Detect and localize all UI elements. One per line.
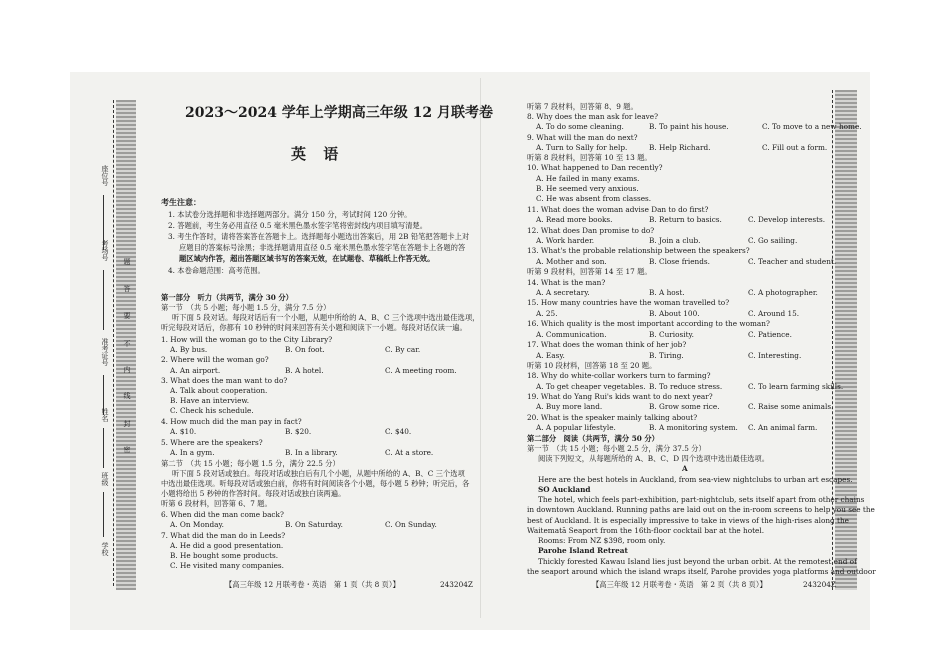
question: 6. When did the man come back? <box>161 510 284 519</box>
passage-line: Thickly forested Kawau Island lies just beyond the urban orbit. At the remotest end of <box>538 557 857 566</box>
option-a: A. In a gym. <box>170 448 215 457</box>
option-c: C. Fill out a form. <box>762 143 828 152</box>
option-a: A. Easy. <box>536 351 565 360</box>
option-b: B. Have an interview. <box>170 396 250 405</box>
question: 5. Where are the speakers? <box>161 438 263 447</box>
option-b: B. Tiring. <box>649 351 684 360</box>
option-b: B. To reduce stress. <box>649 382 723 391</box>
option-c: C. He was absent from classes. <box>536 194 652 203</box>
part2-section1-heading: 第一节 （共 15 小题；每小题 2.5 分，满分 37.5 分） <box>527 444 706 453</box>
seal-line-left <box>113 100 114 586</box>
exam-code: 243204Z <box>440 580 473 589</box>
option-c: C. Go sailing. <box>748 236 798 245</box>
hotel-name: Parohe Island Retreat <box>538 546 628 555</box>
question: 20. What is the speaker mainly talking about? <box>527 413 698 422</box>
hotel-rooms: Rooms: From NZ $398, room only. <box>538 536 666 545</box>
seal-line-right <box>832 90 833 590</box>
option-c: C. At a store. <box>385 448 434 457</box>
option-c: C. Interesting. <box>748 351 802 360</box>
seat-number-label: 座位号 <box>101 165 109 186</box>
option-a: A. An airport. <box>170 366 221 375</box>
option-c: C. Develop interests. <box>748 215 826 224</box>
section2-instr: 听下面 5 段对话或独白。每段对话或独白后有几个小题，从题中所给的 A、B、C 三个选项 <box>172 469 465 478</box>
name-line <box>103 428 104 468</box>
section2-heading: 第二节 （共 15 小题；每小题 1.5 分，满分 22.5 分） <box>161 459 340 468</box>
notice-line: 应题目的答案标号涂黑；非选择题请用直径 0.5 毫米黑色墨水签字笔在答题卡上各题的答 <box>179 243 466 252</box>
material-label: 听第 7 段材料，回答第 8、9 题。 <box>527 102 638 111</box>
section2-instr: 中选出最佳选项。听每段对话或独白前，你将有时间阅读各个小题，每小题 5 秒钟；听完后，各 <box>161 479 470 488</box>
option-b: B. Help Richard. <box>649 143 711 152</box>
material-label: 听第 10 段材料，回答第 18 至 20 题。 <box>527 361 657 370</box>
section1-instr: 听完每段对话后，你都有 10 秒钟的时间来回答有关小题和阅读下一小题。每段对话仅读一遍。 <box>161 323 467 332</box>
option-c: C. By car. <box>385 345 421 354</box>
ticket-number-label: 准考证号 <box>101 338 109 366</box>
option-b: B. A hotel. <box>285 366 324 375</box>
passage-intro: Here are the best hotels in Auckland, from sea-view nightclubs to urban art escapes. <box>538 475 853 484</box>
notice-line: 4. 本卷命题范围：高考范围。 <box>168 266 265 275</box>
notice-line: 2. 答题前，考生务必用直径 0.5 毫米黑色墨水签字笔将密封线内项目填写清楚。 <box>168 221 428 230</box>
notice-line: 3. 考生作答时，请将答案答在答题卡上。选择题每小题选出答案后，用 2B 铅笔把答题卡上对 <box>168 232 470 241</box>
option-a: A. To do some cleaning. <box>536 122 624 131</box>
option-b: B. On foot. <box>285 345 325 354</box>
part2-heading: 第二部分 阅读（共两节，满分 50 分） <box>527 434 659 443</box>
option-b: B. To paint his house. <box>649 122 729 131</box>
question: 16. Which quality is the most important according to the woman? <box>527 319 770 328</box>
question: 19. What do Yang Rui's kids want to do next year? <box>527 392 713 401</box>
section2-instr: 小题将给出 5 秒钟的作答时间。每段对话或独白读两遍。 <box>161 489 346 498</box>
question: 9. What will the man do next? <box>527 133 638 142</box>
question: 15. How many countries have the woman travelled to? <box>527 298 730 307</box>
option-b: B. $20. <box>285 427 312 436</box>
option-b: B. He seemed very anxious. <box>536 184 639 193</box>
option-a: A. He failed in many exams. <box>536 174 640 183</box>
seal-char-7: 封 <box>123 420 131 427</box>
exam-room-line <box>103 270 104 330</box>
exam-title: 2023～2024 学年上学期高三年级 12 月联考卷 <box>185 105 494 121</box>
option-c: C. He visited many companies. <box>170 561 284 570</box>
question: 11. What does the woman advise Dan to do first? <box>527 205 709 214</box>
option-c: C. To move to a new home. <box>762 122 862 131</box>
notice-heading: 考生注意： <box>161 197 201 207</box>
option-c: C. Around 15. <box>748 309 800 318</box>
seal-char-3: 要 <box>123 312 131 319</box>
question: 7. What did the man do in Leeds? <box>161 531 286 540</box>
question: 12. What does Dan promise to do? <box>527 226 655 235</box>
option-b: B. Close friends. <box>649 257 710 266</box>
option-b: B. In a library. <box>285 448 338 457</box>
option-a: A. He did a good presentation. <box>170 541 284 550</box>
notice-line: 1. 本试卷分选择题和非选择题两部分。满分 150 分，考试时间 120 分钟。 <box>168 210 412 219</box>
page-footer: 【高三年级 12 月联考卷・英语 第 2 页（共 8 页）】 <box>592 580 767 589</box>
option-a: A. To get cheaper vegetables. <box>536 382 646 391</box>
option-a: A. On Monday. <box>170 520 224 529</box>
seal-char-2: 答 <box>123 285 131 292</box>
option-a: A. Buy more land. <box>536 402 603 411</box>
option-b: B. Join a club. <box>649 236 701 245</box>
question: 2. Where will the woman go? <box>161 355 269 364</box>
passage-label: A <box>682 464 688 473</box>
page-footer: 【高三年级 12 月联考卷・英语 第 1 页（共 8 页）】 <box>225 580 400 589</box>
option-b: B. On Saturday. <box>285 520 343 529</box>
question: 13. What's the probable relationship between the speakers? <box>527 246 750 255</box>
question: 18. Why do white-collar workers turn to farming? <box>527 371 711 380</box>
part2-instr: 阅读下列短文，从每题所给的 A、B、C、D 四个选项中选出最佳选项。 <box>538 454 770 463</box>
question: 8. Why does the man ask for leave? <box>527 112 659 121</box>
option-b: B. Return to basics. <box>649 215 722 224</box>
binding-stripe-right <box>835 90 857 590</box>
subject-title: 英 语 <box>291 145 345 163</box>
option-a: A. Talk about cooperation. <box>170 386 268 395</box>
seal-char-4: 不 <box>123 340 131 347</box>
option-c: C. $40. <box>385 427 412 436</box>
option-c: C. A meeting room. <box>385 366 457 375</box>
material-label: 听第 9 段材料，回答第 14 至 17 题。 <box>527 267 652 276</box>
option-c: C. Check his schedule. <box>170 406 254 415</box>
hotel-name: SO Auckland <box>538 485 591 494</box>
material-label: 听第 8 段材料，回答第 10 至 13 题。 <box>527 153 652 162</box>
option-c: C. An animal farm. <box>748 423 818 432</box>
option-c: C. Teacher and student. <box>748 257 837 266</box>
option-c: C. On Sunday. <box>385 520 437 529</box>
seal-char-8: 密 <box>123 446 131 453</box>
passage-line: in downtown Auckland. Running paths are laid out on the in-room screens to help you see the <box>527 505 875 514</box>
passage-line: best of Auckland. It is especially impressive to take in views of the high-rises along the <box>527 516 849 525</box>
section1-instr: 听下面 5 段对话。每段对话后有一个小题，从题中所给的 A、B、C 三个选项中选出最佳选项， <box>172 313 480 322</box>
school-label: 学校 <box>101 542 109 556</box>
option-b: B. About 100. <box>649 309 700 318</box>
option-a: A. By bus. <box>170 345 208 354</box>
option-c: C. A photographer. <box>748 288 818 297</box>
question: 4. How much did the man pay in fact? <box>161 417 302 426</box>
option-b: B. Curiosity. <box>649 330 694 339</box>
part1-heading: 第一部分 听力（共两节，满分 30 分） <box>161 293 293 302</box>
option-a: A. Turn to Sally for help. <box>536 143 628 152</box>
question: 17. What does the woman think of her job? <box>527 340 687 349</box>
passage-line: Waitematā Seaport from the 16th-floor cocktail bar at the hotel. <box>527 526 765 535</box>
exam-room-label: 考场号 <box>101 240 109 261</box>
section1-heading: 第一节 （共 5 小题；每小题 1.5 分，满分 7.5 分） <box>161 303 331 312</box>
option-c: C. Raise some animals. <box>748 402 834 411</box>
option-b: B. A monitoring system. <box>649 423 738 432</box>
option-a: A. A secretary. <box>536 288 590 297</box>
option-a: A. A popular lifestyle. <box>536 423 616 432</box>
question: 1. How will the woman go to the City Library? <box>161 335 333 344</box>
option-a: A. Work harder. <box>536 236 595 245</box>
passage-line: The hotel, which feels part-exhibition, part-nightclub, sets itself apart from other chains <box>538 495 865 504</box>
option-c: C. To learn farming skills. <box>748 382 844 391</box>
page-divider <box>480 78 481 618</box>
seal-char-5: 内 <box>123 366 131 373</box>
class-line <box>103 492 104 537</box>
option-a: A. Mother and son. <box>536 257 607 266</box>
option-b: B. He bought some products. <box>170 551 279 560</box>
option-b: B. A host. <box>649 288 685 297</box>
question: 14. What is the man? <box>527 278 606 287</box>
seal-char-6: 线 <box>123 392 131 399</box>
question: 3. What does the man want to do? <box>161 376 288 385</box>
passage-line: the seaport around which the island wraps itself, Parohe provides yoga platforms and outdoor <box>527 567 876 576</box>
name-label: 姓名 <box>101 408 109 422</box>
seal-char-1: 题 <box>123 258 131 265</box>
question: 10. What happened to Dan recently? <box>527 163 663 172</box>
option-a: A. Communication. <box>536 330 607 339</box>
exam-code: 243204Z <box>803 580 836 589</box>
option-b: B. Grow some rice. <box>649 402 720 411</box>
material-label: 听第 6 段材料，回答第 6、7 题。 <box>161 499 272 508</box>
class-label: 班级 <box>101 472 109 486</box>
option-a: A. 25. <box>536 309 558 318</box>
option-c: C. Patience. <box>748 330 792 339</box>
option-a: A. Read more books. <box>536 215 613 224</box>
option-a: A. $10. <box>170 427 197 436</box>
notice-line: 题区域内作答，超出答题区域书写的答案无效，在试题卷、草稿纸上作答无效。 <box>179 254 435 263</box>
